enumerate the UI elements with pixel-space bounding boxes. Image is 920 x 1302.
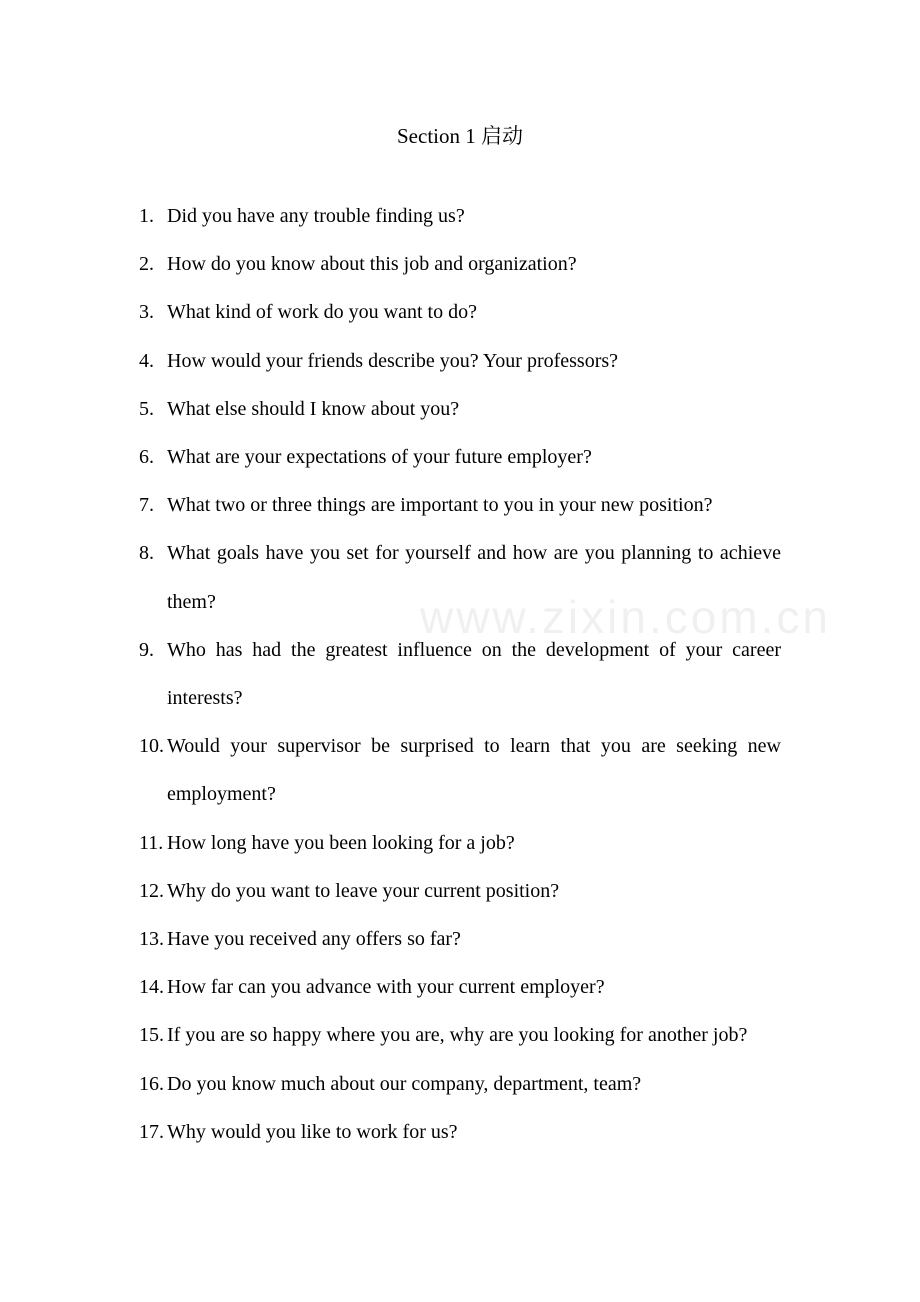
item-number: 16. [139,1072,164,1095]
list-item [139,867,781,915]
watermark: www.zixin.com.cn [420,591,831,643]
list-item [139,433,781,481]
list-item [139,481,781,529]
item-text: What two or three things are important to you in your new position? [167,494,713,517]
list-item [139,626,781,722]
list-item [139,288,781,336]
item-number: 4. [139,349,154,372]
item-text: What goals have you set for yourself and how are you planning to achieve them? [167,542,781,613]
item-number: 3. [139,301,154,324]
item-number: 5. [139,397,154,420]
list-item [139,1060,781,1108]
item-text: How long have you been looking for a job? [167,831,515,854]
item-text: Why would you like to work for us? [167,1120,458,1143]
item-number: 2. [139,253,154,276]
question-list [139,192,781,1156]
item-text: How far can you advance with your current employer? [167,976,605,999]
item-number: 17. [139,1120,164,1143]
item-text: What are your expectations of your future employer? [167,446,592,469]
section-title: Section 1 启动 [397,124,523,148]
item-text: How do you know about this job and organization? [167,253,577,276]
item-text: Who has had the greatest influence on the development of your career interests? [167,638,781,710]
item-text: Do you know much about our company, department, team? [167,1072,642,1095]
list-item [139,1011,781,1059]
list-item [139,963,781,1011]
list-item [139,192,781,240]
item-text: What kind of work do you want to do? [167,301,477,324]
list-item [139,529,781,625]
list-item [139,1108,781,1156]
item-number: 12. [139,879,164,902]
list-item [139,240,781,288]
item-text: Why do you want to leave your current position? [167,879,560,902]
item-number: 10. [139,735,164,758]
item-text: Did you have any trouble finding us? [167,205,465,227]
item-number: 7. [139,494,154,517]
item-number: 11. [139,831,164,854]
item-number: 1. [139,205,154,227]
item-number: 9. [139,638,154,661]
item-number: 13. [139,928,164,951]
item-number: 15. [139,1024,164,1047]
item-number: 6. [139,446,154,469]
list-item [139,915,781,963]
list-item [139,819,781,867]
list-item [139,337,781,385]
item-text: How would your friends describe you? Your professors? [167,349,619,372]
list-item [139,385,781,433]
item-number: 8. [139,542,154,565]
item-number: 14. [139,976,164,999]
item-text: Would your supervisor be surprised to learn that you are seeking new employment? [167,735,781,806]
item-text: If you are so happy where you are, why are you looking for another job? [167,1024,748,1047]
item-text: Have you received any offers so far? [167,928,461,951]
list-item [139,722,781,818]
item-text: What else should I know about you? [167,397,460,420]
